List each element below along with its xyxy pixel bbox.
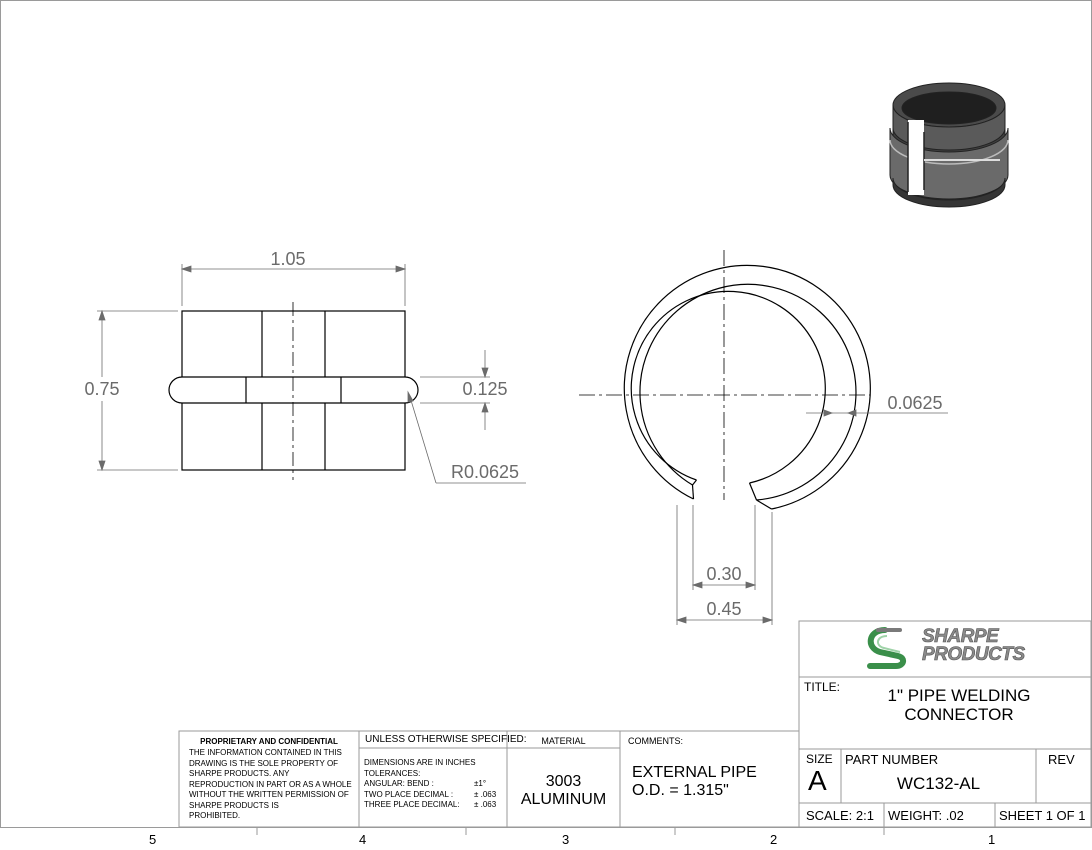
tolerance-value: ± .063 bbox=[474, 789, 497, 799]
tolerance-label: THREE PLACE DECIMAL: bbox=[364, 800, 460, 809]
sheet-number: SHEET 1 OF 1 bbox=[999, 808, 1086, 823]
isometric-view bbox=[890, 83, 1008, 207]
tolerance-label: TWO PLACE DECIMAL : bbox=[364, 789, 454, 799]
zone-label: 5 bbox=[149, 832, 157, 847]
material-label: MATERIAL bbox=[541, 736, 586, 746]
dim-wall-label: 0.0625 bbox=[887, 393, 943, 413]
logo-text bbox=[922, 628, 1025, 664]
material-line: 3003 bbox=[545, 773, 582, 790]
comments-value bbox=[632, 764, 757, 800]
zone-label: 3 bbox=[562, 832, 570, 847]
drawing-title-line1: 1" PIPE WELDING bbox=[887, 686, 1031, 705]
unless-heading: UNLESS OTHERWISE SPECIFIED: bbox=[365, 734, 527, 745]
size-value: A bbox=[808, 765, 827, 796]
tolerance-value: ± .063 bbox=[474, 800, 497, 809]
tolerance-row bbox=[364, 800, 496, 811]
logo-line1: SHARPE bbox=[922, 626, 999, 647]
title-label: TITLE: bbox=[804, 680, 841, 694]
size-label: SIZE bbox=[806, 752, 833, 766]
side-view-dimensions bbox=[677, 410, 948, 625]
proprietary-line: PROHIBITED. bbox=[189, 811, 241, 820]
side-view-outer-arc bbox=[624, 265, 870, 509]
material-line: ALUMINUM bbox=[520, 791, 607, 808]
side-view-gap-edge-left2 bbox=[693, 480, 697, 485]
tolerance-row bbox=[364, 790, 496, 801]
dim-groove-label: 0.125 bbox=[462, 379, 508, 399]
dim-gap-outer-label: 0.45 bbox=[706, 599, 742, 619]
proprietary-line: SHARPE PRODUCTS. ANY bbox=[189, 769, 290, 778]
comments-line: EXTERNAL PIPE bbox=[632, 764, 757, 781]
side-view-gap-edge-right2 bbox=[750, 483, 757, 500]
proprietary-line: SHARPE PRODUCTS IS bbox=[189, 800, 279, 810]
material-value bbox=[507, 773, 620, 809]
side-view-inner-arc bbox=[631, 291, 825, 483]
front-view-groove bbox=[169, 377, 418, 403]
dim-width-label: 1.05 bbox=[270, 249, 306, 269]
tolerance-label: ANGULAR: BEND : bbox=[364, 779, 434, 788]
zone-ticks bbox=[257, 828, 884, 835]
proprietary-line: THE INFORMATION CONTAINED IN THIS bbox=[189, 748, 342, 757]
scale: SCALE: 2:1 bbox=[806, 808, 874, 823]
drawing-title-line2: CONNECTOR bbox=[904, 705, 1014, 724]
tolerance-row bbox=[364, 779, 496, 790]
units-note: DIMENSIONS ARE IN INCHES bbox=[364, 758, 476, 767]
proprietary-line: WITHOUT THE WRITTEN PERMISSION OF bbox=[189, 790, 349, 799]
dim-height-label: 0.75 bbox=[84, 379, 120, 399]
front-view bbox=[169, 302, 418, 480]
side-view-gap-edge-right bbox=[757, 500, 772, 509]
tolerances-label: TOLERANCES: bbox=[364, 768, 421, 778]
weight: WEIGHT: .02 bbox=[888, 808, 964, 823]
tolerance-value: ±1° bbox=[474, 779, 487, 788]
side-view bbox=[579, 250, 870, 509]
part-number: WC132-AL bbox=[896, 774, 981, 793]
comments-label: COMMENTS: bbox=[628, 736, 683, 746]
front-view-dimensions bbox=[97, 264, 526, 483]
zone-label: 1 bbox=[988, 832, 996, 847]
rev-label: REV bbox=[1048, 752, 1075, 767]
logo-line2: PRODUCTS bbox=[922, 644, 1025, 665]
comments-line: O.D. = 1.315" bbox=[632, 782, 729, 799]
proprietary-heading: PROPRIETARY AND CONFIDENTIAL bbox=[200, 737, 338, 746]
proprietary-text bbox=[189, 748, 352, 822]
drawing-title bbox=[841, 686, 1077, 724]
sharpe-products-logo bbox=[870, 630, 903, 666]
part-number-label: PART NUMBER bbox=[845, 752, 939, 767]
proprietary-line: REPRODUCTION IN PART OR AS A WHOLE bbox=[189, 779, 352, 789]
tolerance-text bbox=[364, 758, 496, 811]
zone-label: 2 bbox=[770, 832, 778, 847]
zone-label: 4 bbox=[359, 832, 367, 847]
proprietary-line: DRAWING IS THE SOLE PROPERTY OF bbox=[189, 758, 339, 768]
side-view-gap-edge-left bbox=[693, 485, 694, 499]
dim-radius-label: R0.0625 bbox=[450, 462, 520, 482]
dim-gap-inner-label: 0.30 bbox=[706, 564, 742, 584]
